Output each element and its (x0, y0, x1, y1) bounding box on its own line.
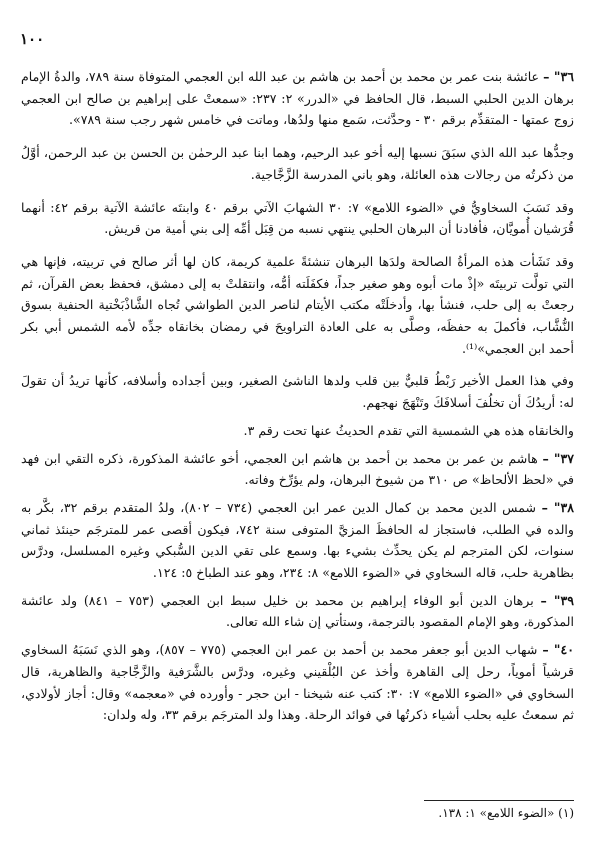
paragraph-entry-39 (21, 590, 574, 633)
page-number: ١٠٠ (20, 30, 45, 48)
footnote-divider (424, 800, 574, 801)
paragraph-entry-37 (21, 448, 574, 491)
paragraph-text: برهان الدين أبو الوفاء إبراهيم بن محمد بن خليل سبط ابن العجمي (٧٥٣ – ٨٤١) ولد عائشة المذكورة، وهو الإمام المقصود بالترجمة، وستأتي إن شاء الله تعالى. (21, 592, 574, 630)
footnote: (١) «الضوء اللامع» ١: ١٣٨. (438, 806, 574, 820)
paragraph-text: شمس الدين محمد بن كمال الدين عمر ابن العجمي (٧٣٤ – ٨٠٢)، ولدُ المتقدم برقم ٣٢، بكَّر به والده في الطلب، فاستجاز له الحافظَ المزيَّ المتوفى سنة ٧٤٢، فيكون أقصى عمر للمترجَم حينئذ ثماني سنوات، لكن المترجم لم يكن يحدِّث بشيء بها. وسمع على تقي الدين السُّبكي وغيره المسلسل، ودرَّس بظاهرية حلب، قاله السخاوي في «الضوء اللامع» ٨: ٢٣٤، وهو عند الطباخ ٥: ١٢٤. (21, 499, 574, 581)
paragraph (21, 142, 574, 185)
paragraph-text: والخانقاه هذه هي الشمسية التي تقدم الحديثُ عنها تحت رقم ٣. (243, 422, 574, 438)
entry-number: ٣٨" – (541, 499, 574, 515)
paragraph (21, 370, 574, 413)
paragraph-text: وقد نَشَأت هذه المرأةُ الصالحة ولدَها البرهان تنشئةً علمية كريمة، كان لها أثر صالح في تربيته، فإنها هي التي تولَّت تربيتَه «إذْ مات أبوه وهو صغير جداً، فكفَلَته أمُّه، وانتقلتْ به إلى دمشق، فحفظ بعض القرآن، ثم رجعتْ به إلى حلب، فنشأ بها، وأدخلَتْه مكتب الأيتام لناصر الدين الطواشي تُجاه الشَّاذْبَخْتية الحنفية بسوق النُّشَّاب، فأكملَ به حفظَه، وصلَّى به على العادة التراويحَ في رمضان بخانقاه جدِّه لأمه الشمس أبي بكر أحمد ابن العجمي»⁽¹⁾. (21, 253, 574, 356)
paragraph (21, 197, 574, 240)
entry-number: ٤٠" – (542, 642, 574, 658)
paragraph-text: وفي هذا العمل الأخير رَبْطُ قلبيٌّ بين قلب ولدها الناشئ الصغير، وبين أجداده وأسلافه، كأنها تريدُ أن تقولَ له: أريدُكَ أن تخلُفَ أسلافَكَ وتَنْهَجَ نهجهم. (21, 373, 574, 411)
paragraph (21, 420, 574, 442)
paragraph-text: وقد نَسَبَ السخاويُّ في «الضوء اللامع» ٧: ٣٠ الشهابَ الآتي برقم ٤٠ وابنتَه عائشة الآتية برقم ٤٢: أنهما قُرَشيان أُمويَّان، فأفادنا أن البرهان الحلبي ينتهي نسبه من قِبَل أمِّه إلى بني أمية من قريش. (21, 199, 574, 237)
paragraph-text: وجدُّها عبد الله الذي سبَقَ نسبها إليه أخو عبد الرحيم، وهما ابنا عبد الرحمٰن بن الحسن بن عبد الرحمن، أوَّلُ من ذكرتُه من رجالات هذه العائلة، وهو باني المدرسة الزَّجَّاجية. (21, 145, 574, 182)
paragraph-text: هاشم بن عمر بن محمد بن أحمد بن هاشم ابن العجمي، أخو عائشة المذكورة، ذكره التقي ابن فهد في «لحظ الألحاظ» ص ٣١٠ من شيوخ البرهان، ولم يؤرِّخ وفاته. (21, 450, 574, 488)
entry-number: ٣٦" – (543, 69, 575, 84)
page-body (21, 66, 574, 732)
entry-number: ٣٧" – (542, 450, 574, 466)
paragraph-entry-38 (21, 497, 574, 584)
paragraph-text: عائشة بنت عمر بن محمد بن أحمد بن هاشم بن عبد الله ابن العجمي المتوفاة سنة ٧٨٩، والدةُ الإمام برهان الدين الحلبي السبط، قال الحافظ في «الدرر» ٢: ٢٣٧: «سمعتْ على إبراهيم بن صالح ابن العجمي زوج عمتها - المتقدِّم برقم ٣٠ - وحدَّثت، سَمع منها ولدُها، وماتت في خامس شهر رجب سنة ٧٨٩». (21, 69, 575, 128)
paragraph (21, 251, 574, 360)
paragraph-entry-40 (21, 639, 574, 726)
entry-number: ٣٩" – (540, 592, 574, 608)
paragraph-entry-36 (21, 66, 574, 131)
paragraph-text: شهاب الدين أبو جعفر محمد بن أحمد بن عمر ابن العجمي (٧٧٥ – ٨٥٧)، وهو الذي نَسَبَهُ السخاوي قرشياً أموياً، رحل إلى القاهرة وأخذ عن البُلْقيني وغيره، ودرَّس بالشَّرَفية والزَّجَّاجية والظاهرية، قال السخاوي في «الضوء اللامع» ٧: ٣٠: كتب عنه شيخنا - ابن حجر - وأورده في «معجمه» وقال: أجاز لأولادي، ثم سمعتُ عليه بحلب أشياء ذكرتُها في فوائد الرحلة. وهذا ولد المترجَم برقم ٣٣، وله ولدان: (21, 642, 574, 723)
